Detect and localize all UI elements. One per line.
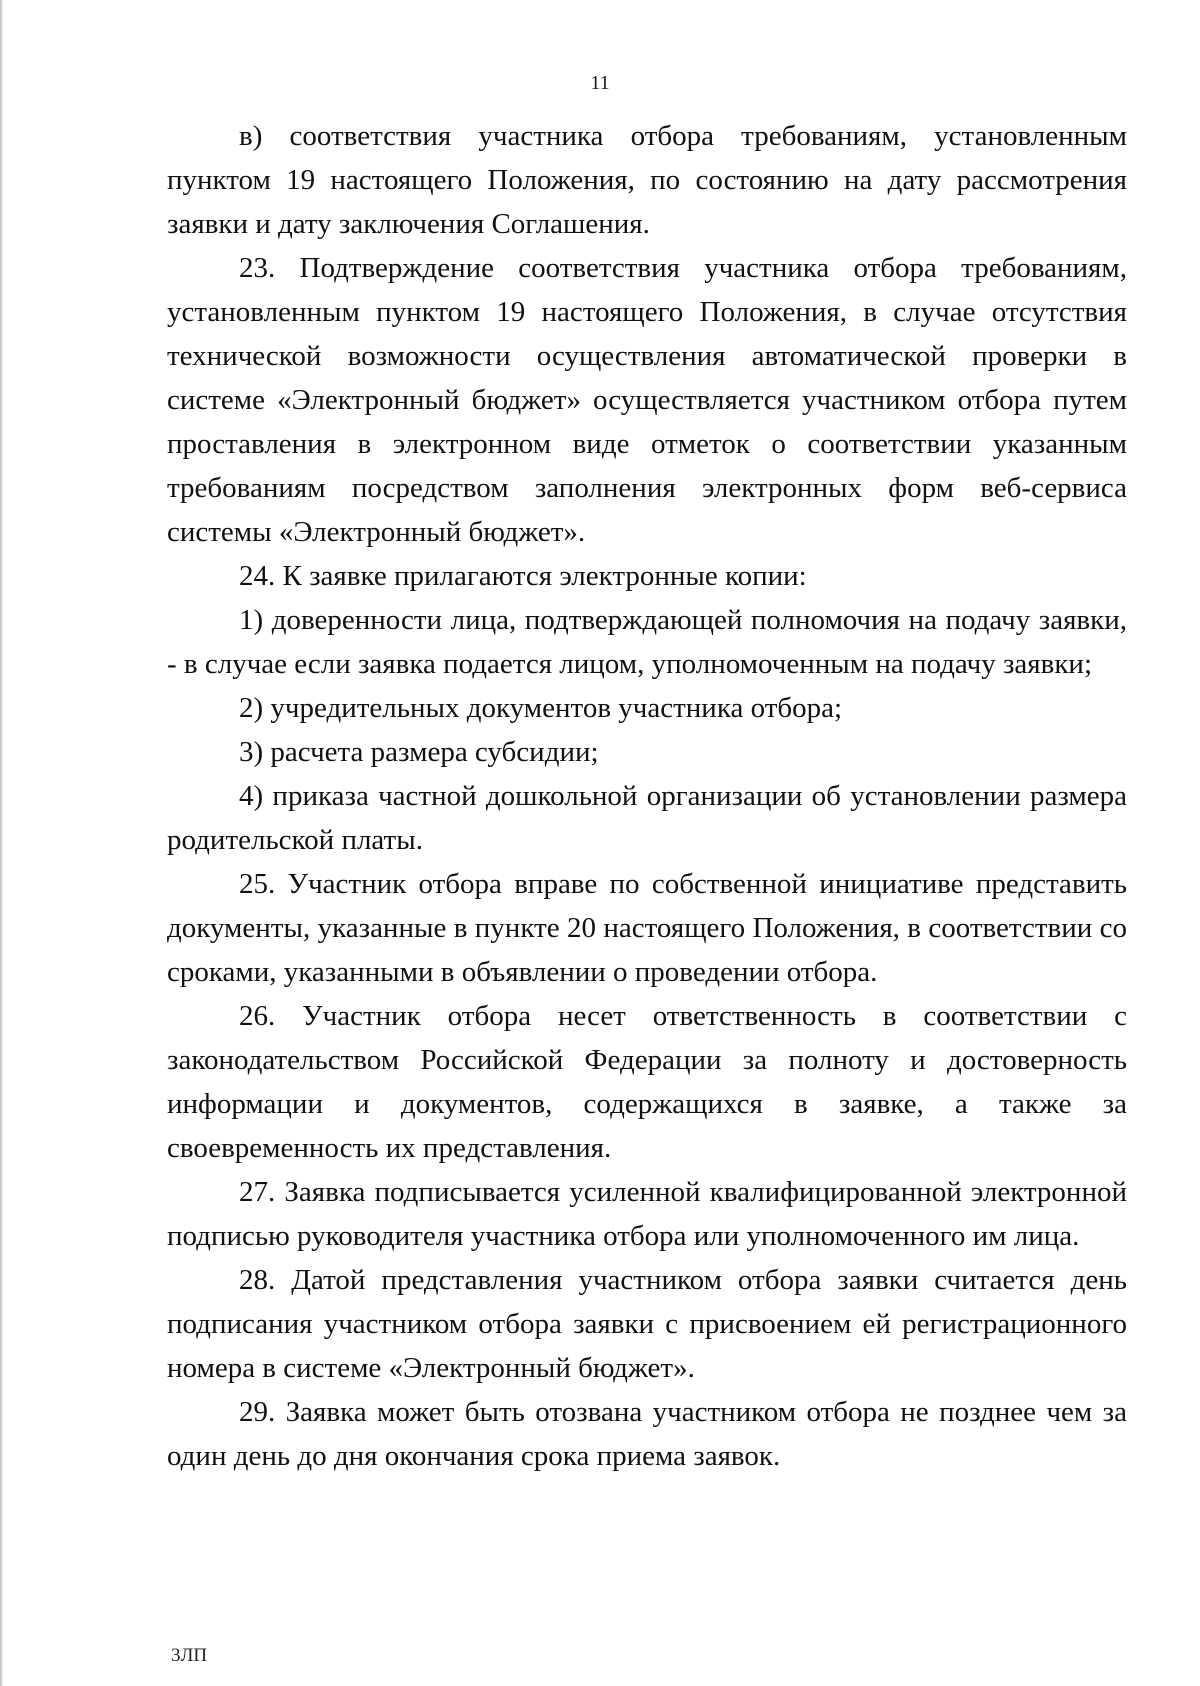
paragraph-25: 25. Участник отбора вправе по собственной инициативе представить документы, указанные в пункте 20 настоящего Положения, в соответствии со сроками, указанными в объявлении о проведении отбора. (167, 868, 1127, 988)
paragraph-24: 24. К заявке прилагаются электронные копии: (239, 560, 807, 592)
paragraph-v: в) соответствия участника отбора требованиям, установленным пунктом 19 настоящего Положения, по состоянию на дату рассмотрения заявки и дату заключения Соглашения. (167, 120, 1127, 240)
document-body (167, 114, 1127, 1478)
page-number: 11 (590, 72, 610, 94)
paragraph-24-item-2: 2) учредительных документов участника отбора; (239, 692, 843, 724)
paragraph-24-item-1: 1) доверенности лица, подтверждающей полномочия на подачу заявки, - в случае если заявка подается лицом, уполномоченным на подачу заявки; (167, 604, 1127, 680)
paragraph-28: 28. Датой представления участником отбора заявки считается день подписания участником отбора заявки с присвоением ей регистрационного номера в системе «Электронный бюджет». (167, 1264, 1127, 1384)
paragraph-26: 26. Участник отбора несет ответственность в соответствии с законодательством Российской Федерации за полноту и достоверность информации и документов, содержащихся в заявке, а также за своевременность их представления. (167, 1000, 1127, 1164)
paragraph-27: 27. Заявка подписывается усиленной квалифицированной электронной подписью руководителя участника отбора или уполномоченного им лица. (167, 1176, 1127, 1252)
scan-edge (0, 0, 4, 1686)
paragraph-24-item-3: 3) расчета размера субсидии; (239, 736, 599, 768)
paragraph-23: 23. Подтверждение соответствия участника отбора требованиям, установленным пунктом 19 настоящего Положения, в случае отсутствия технической возможности осуществления автоматической проверки в системе «Электронный бюджет» осуществляется участником отбора путем проставления в электронном виде отметок о соответствии указанным требованиям посредством заполнения электронных форм веб-сервиса системы «Электронный бюджет». (167, 252, 1127, 548)
paragraph-29: 29. Заявка может быть отозвана участником отбора не позднее чем за один день до дня окончания срока приема заявок. (167, 1396, 1127, 1472)
paragraph-24-item-4: 4) приказа частной дошкольной организации об установлении размера родительской платы. (167, 780, 1127, 856)
footer-code: 3ЛП (171, 1645, 208, 1666)
